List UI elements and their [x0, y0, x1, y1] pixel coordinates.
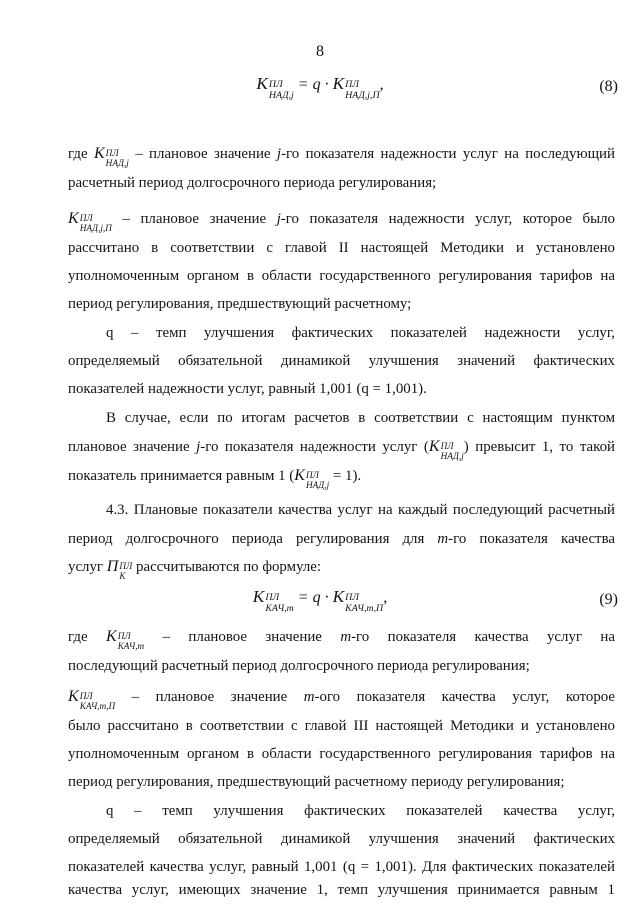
text-line: определяемый обязательной динамикой улучшения значений фактических — [68, 831, 615, 847]
text-line: было рассчитано в соответствии с главой III настоящей Методики и установлено — [68, 718, 615, 734]
definition-q-quality: q – темп улучшения фактических показателей качества услуг, — [106, 803, 615, 819]
definition-q: q – темп улучшения фактических показателей надежности услуг, — [106, 325, 615, 341]
text-line: услуг П ПЛ К рассчитываются по формуле: — [68, 558, 322, 582]
equation-label-8: (8) — [599, 78, 618, 95]
text-line: период долгосрочного периода регулирования для m-го показателя качества — [68, 531, 616, 547]
equation-label-9: (9) — [599, 591, 618, 608]
text-line: показатель принимается равным 1 (K ПЛ НАД,j = 1). — [68, 467, 362, 491]
formula-8: K ПЛ НАД,j = q · K ПЛ НАД,j,П , — [256, 74, 384, 101]
definition-k-nad-j-cont: расчетный период долгосрочного периода регулирования; — [68, 175, 437, 191]
text-line: уполномоченным органом в области государственного регулирования тарифов на — [68, 746, 615, 762]
text-line: качества услуг, имеющих значение 1, темп улучшения принимается равным 1 — [68, 882, 615, 898]
definition-k-kach-m-cont: последующий расчетный период долгосрочного периода регулирования; — [68, 658, 530, 674]
formula-9: K ПЛ КАЧ,m = q · K ПЛ КАЧ,m,П , — [252, 587, 388, 614]
definition-k-nad-j: где K ПЛ НАД,j – плановое значение j-го показателя надежности услуг на последующий — [68, 145, 615, 169]
text-line: определяемый обязательной динамикой улучшения значений фактических — [68, 353, 615, 369]
text-line: уполномоченным органом в области государственного регулирования тарифов на — [68, 268, 615, 284]
text-line: плановое значение j-го показателя надежности услуг (K ПЛ НАД,j ) превысит 1, то такой — [68, 438, 616, 462]
paragraph-4-3: 4.3. Плановые показатели качества услуг на каждый последующий расчетный — [106, 502, 615, 518]
definition-k-kach-m-p: K ПЛ КАЧ,m,П – плановое значение m-ого показателя качества услуг, которое — [68, 688, 616, 712]
text-line: показателей надежности услуг, равный 1,001 (q = 1,001). — [68, 381, 427, 397]
paragraph-exceed-one: В случае, если по итогам расчетов в соответствии с настоящим пунктом — [106, 410, 615, 426]
text-line: период регулирования, предшествующий расчетному периоду регулирования; — [68, 774, 565, 790]
page-number: 8 — [316, 43, 324, 60]
text-line: рассчитано в соответствии с главой II настоящей Методики и установлено — [68, 240, 615, 256]
definition-k-kach-m: где K ПЛ КАЧ,m – плановое значение m-го показателя качества услуг на — [68, 628, 615, 652]
text-line: период регулирования, предшествующий расчетному; — [68, 296, 412, 312]
definition-k-nad-j-p: K ПЛ НАД,j,П – плановое значение j-го показателя надежности услуг, которое было — [68, 210, 616, 234]
text-line: показателей качества услуг, равный 1,001 (q = 1,001). Для фактических показателей — [68, 859, 615, 875]
